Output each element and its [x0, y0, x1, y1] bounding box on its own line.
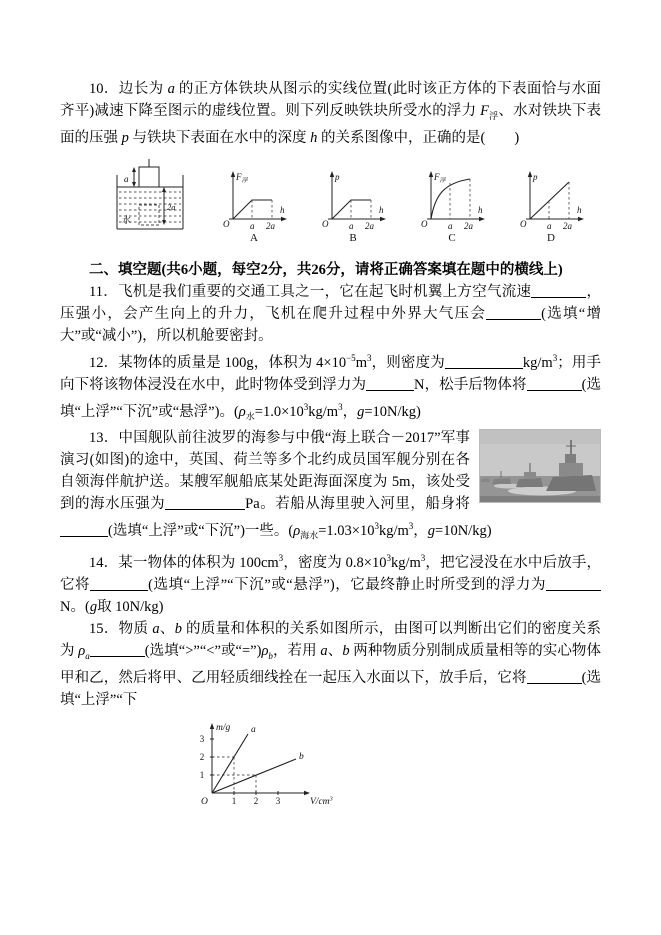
- tick-2a: 2a: [464, 220, 473, 231]
- svg-text:p: [532, 172, 538, 182]
- variable: ρ: [78, 642, 86, 659]
- svg-text:F浮: $F_浮$: [236, 171, 248, 184]
- answer-blank: [165, 495, 245, 510]
- graph-option-d: [517, 169, 587, 243]
- question-10-figures: [105, 159, 601, 243]
- question-11-text: 11．飞机是我们重要的交通工具之一，它在起飞时机翼上方空气流速 ，压强小，会产生向上的升力，飞机在爬升过程中外界大气压会 (选填“增大”或“减小”)，所以机舱要密封。: [60, 283, 602, 344]
- tick-2a: 2a: [563, 220, 572, 231]
- origin-label: O: [520, 218, 527, 229]
- question-12-text: 12．某物体的质量是 100g，体积为 $4\times 10^{-5}m^3$，则密度为 $kg/m^3$；用手向下将该物体浸没在水中，此时物体受到浮力为 N，松手后物体将 (选填“上浮”“下沉”或“悬浮”)。($\rho_水=1.0\times 10^3kg/m^3$，g=10N/kg): [60, 352, 602, 422]
- svg-text:p: [334, 172, 340, 182]
- mass-volume-graph: [188, 719, 338, 811]
- variable: a: [167, 81, 175, 97]
- line-b-label: b: [299, 751, 304, 762]
- svg-text:F浮: $F_浮$: [434, 171, 446, 184]
- x-axis-label: h: [478, 204, 483, 215]
- answer-blank: [60, 522, 108, 537]
- x-axis-label: h: [577, 204, 582, 215]
- graph-option-a: [220, 169, 290, 243]
- answer-blank: [445, 354, 523, 369]
- question-14-text: 14．某一物体的体积为 $100cm^3$，密度为 $0.8\times 10^3kg/m^3$，把它浸没在水中后放手，它将 (选填“上浮”“下沉”或“悬浮”)，它最终静止时所受到的浮力为N。(g取 10N/kg): [60, 553, 602, 615]
- x-axis-label: h: [280, 204, 285, 215]
- answer-blank: [90, 576, 148, 591]
- answer-blank: [486, 305, 541, 320]
- y-tick-2: 2: [199, 751, 205, 762]
- variable: a: [320, 642, 328, 659]
- depth-label: 2a: [167, 201, 176, 212]
- option-letter: D: [547, 231, 555, 243]
- answer-blank: [90, 642, 145, 657]
- variable: b: [342, 642, 350, 659]
- section-2-header: 二、填空题(共6小题，每空2分，共26分，请将正确答案填在题中的横线上): [89, 261, 563, 278]
- y-axis-label: m/g: [216, 722, 231, 733]
- tick-a: a: [349, 220, 354, 231]
- tick-a: a: [448, 220, 453, 231]
- origin-label: O: [201, 796, 208, 807]
- variable: a: [152, 620, 160, 637]
- y-tick-1: 1: [199, 769, 205, 780]
- variable: p: [121, 129, 129, 146]
- x-tick-3: 3: [275, 795, 281, 806]
- option-letter: C: [448, 231, 456, 243]
- question-15-figure: [188, 719, 601, 816]
- x-tick-2: 2: [253, 795, 259, 806]
- option-letter: B: [349, 231, 357, 243]
- origin-label: O: [322, 218, 329, 229]
- answer-blank: [546, 576, 601, 591]
- variable: b: [174, 620, 182, 637]
- variable: g: [89, 598, 98, 615]
- variable: h: [310, 129, 318, 146]
- tick-2a: 2a: [266, 220, 275, 231]
- variable: ρ: [293, 523, 301, 540]
- origin-label: O: [223, 218, 230, 229]
- tick-a: a: [547, 220, 552, 231]
- warships-photo: [479, 429, 601, 503]
- x-tick-1: 1: [231, 795, 237, 806]
- y-axis-label: F: [434, 171, 440, 182]
- cube-in-water-diagram: [105, 159, 191, 233]
- answer-blank: [531, 283, 586, 298]
- question-13-text: 13．中国舰队前往波罗的海参与中俄“海上联合－2017”军事演习(如图)的途中，英国、荷兰等多个北约成员国军舰分别在各自领海伴航护送。某艘军舰船底某处距海面深度为 5m，该处受到的海水压强为 Pa。若船从海里驶入河里，船身将(选填“上浮”或“下沉”)一些。($\rho_{海水}=1.03\times 10^3kg/m^3$，g=10N/kg): [60, 427, 601, 547]
- x-axis-label: h: [379, 204, 384, 215]
- graph-option-c: [418, 169, 488, 243]
- svg-text:V/cm3: $V/cm^3$: [310, 795, 333, 807]
- graph-option-b: [319, 169, 389, 243]
- y-axis-label: F: [236, 171, 242, 182]
- x-axis-label: V/cm: [310, 796, 330, 807]
- page-content: [60, 78, 601, 816]
- answer-blank: [527, 669, 582, 684]
- water-label: 水: [122, 214, 132, 225]
- variable: ρ: [261, 642, 269, 659]
- tick-a: a: [250, 220, 255, 231]
- variable: ρ: [238, 403, 246, 420]
- line-a-label: a: [251, 724, 256, 735]
- answer-blank: [366, 376, 414, 391]
- y-tick-3: 3: [199, 733, 205, 744]
- cube-edge-label: a: [124, 173, 129, 184]
- answer-blank: [527, 376, 582, 391]
- y-axis-label: p: [335, 171, 340, 182]
- tick-2a: 2a: [365, 220, 374, 231]
- variable: F: [480, 103, 489, 119]
- variable: g: [357, 403, 365, 420]
- origin-label: O: [421, 218, 428, 229]
- y-axis-label: p: [533, 171, 538, 182]
- question-10-text: 10．边长为 a 的正方体铁块从图示的实线位置(此时该正方体的下表面恰与水面齐平)减速下降至图示的虚线位置。则下列反映铁块所受水的浮力 $F_浮$、水对铁块下表面的压强 p 与铁块下表面在水中的深度 h 的关系图像中，正确的是( ): [60, 81, 602, 146]
- question-15-text: 15．物质 a、b 的质量和体积的关系如图所示，由图可以判断出它们的密度关系为 $\rho_a$ (选填“>”“<”或“$=”)\rho_b$，若用 a、b 两种物质分别制成质量相等的实心物体甲和乙，然后将甲、乙用轻质细线拴在一起压入水面以下，放手后，它将 (选填“上浮”“下: [60, 620, 602, 708]
- option-letter: A: [250, 231, 258, 243]
- variable: g: [427, 523, 436, 540]
